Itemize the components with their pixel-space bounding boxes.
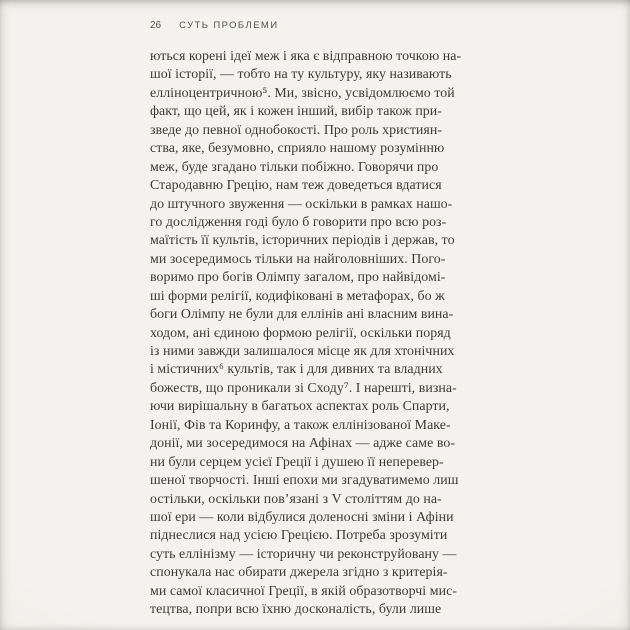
text-line: зведе до певної однобокості. Про роль християн-: [150, 122, 443, 138]
text-line: меж, буде згадано тільки побіжно. Говорячи про: [150, 159, 439, 175]
text-line: із ними завжди залишалося місце як для хтонічних: [150, 344, 455, 359]
text-line: суть еллінізму — історичну чи реконструйовану —: [150, 546, 457, 562]
text-line: шої історії, — тобто на ту культуру, яку називають: [150, 67, 452, 83]
text-line: елліноцентричною⁵. Ми, звісно, усвідомлюємо той: [150, 85, 455, 101]
text-line: ми зосередимось тільки на найголовніших. Пого-: [150, 251, 446, 267]
text-line: Стародавню Грецію, нам теж доведеться вдатися: [150, 178, 442, 194]
body-text: [150, 48, 490, 620]
text-line: ючи вирішальну в багатьох аспектах роль Спарти,: [150, 399, 450, 415]
text-line: піднеслися над усією Грецією. Потреба зрозуміти: [150, 528, 448, 544]
text-line: ші форми релігії, кодифіковані в метафорах, бо ж: [150, 288, 445, 304]
text-line: факт, що цей, як і кожен інший, вибір також при-: [150, 104, 442, 120]
text-line: ються корені ідеї меж і яка є відправною точкою на-: [150, 49, 462, 64]
text-line: шої ери — коли відбулися доленосні зміни і Афіни: [150, 509, 454, 525]
page-number: 26: [150, 20, 162, 31]
text-line: воримо про богів Олімпу загалом, про найвідомі-: [150, 270, 446, 286]
text-line: тецтва, попри всю їхню досконалість, були лише: [150, 602, 442, 618]
text-line: ми самої класичної Греції, в якій образотворчі мис-: [150, 583, 457, 599]
text-line: шеної творчості. Інші епохи ми згадуватимемо лиш: [150, 473, 459, 489]
text-line: до штучного звуження — оскільки в рамках нашо-: [150, 196, 453, 212]
text-line: божеств, що проникали зі Сходу⁷. І нарешті, визна-: [150, 380, 457, 396]
text-block: [150, 20, 490, 620]
text-line: боги Олімпу не були для еллінів ані власним вина-: [150, 307, 454, 323]
page-header: [150, 20, 490, 31]
text-line: і містичних⁶ культів, так і для дивних та владних: [150, 362, 443, 378]
text-line: ства, яке, безумовно, сприяло нашому розумінню: [150, 141, 445, 157]
text-line: остільки, оскільки пов’язані з V століттям до на-: [150, 491, 442, 507]
text-line: ни були серцем усієї Греції і душею її неперевер-: [150, 454, 444, 470]
text-line: маїтість її культів, історичних періодів і держав, то: [150, 233, 455, 249]
running-title: СУТЬ ПРОБЛЕМИ: [179, 20, 279, 31]
text-line: спонукала нас обирати джерела згідно з критерія-: [150, 565, 448, 581]
text-line: Іонії, Фів та Коринфу, а також еллінізованої Маке-: [150, 417, 451, 433]
text-line: го дослідження годі було б говорити про всю роз-: [150, 214, 447, 230]
text-line: ходом, ані єдиною формою релігії, оскільки поряд: [150, 325, 451, 341]
text-line: донії, ми зосередимося на Афінах — адже саме во-: [150, 436, 456, 452]
